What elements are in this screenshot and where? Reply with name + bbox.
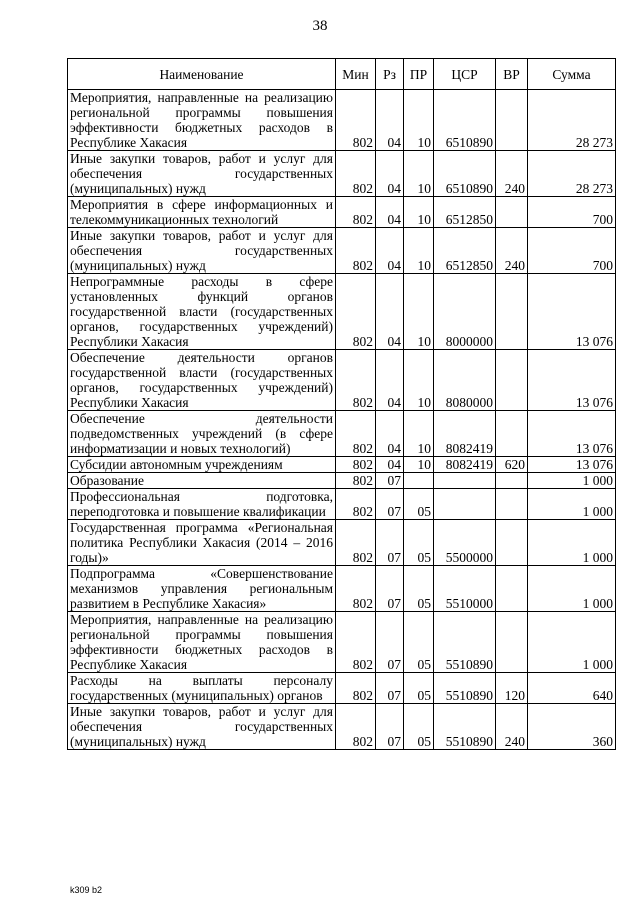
cell-vr bbox=[496, 489, 528, 520]
cell-vr bbox=[496, 520, 528, 566]
cell-pr: 05 bbox=[404, 612, 434, 673]
cell-pr: 10 bbox=[404, 151, 434, 197]
cell-vr: 240 bbox=[496, 704, 528, 750]
page-number: 38 bbox=[312, 18, 328, 34]
cell-pr: 10 bbox=[404, 197, 434, 228]
cell-sum: 13 076 bbox=[528, 411, 616, 457]
cell-vr bbox=[496, 197, 528, 228]
cell-sum: 1 000 bbox=[528, 489, 616, 520]
cell-sum: 1 000 bbox=[528, 612, 616, 673]
cell-min: 802 bbox=[336, 411, 376, 457]
cell-name: Профессиональная подготовка, переподготовка и повышение квалификации bbox=[68, 489, 336, 520]
cell-pr: 10 bbox=[404, 411, 434, 457]
cell-min: 802 bbox=[336, 704, 376, 750]
cell-sum: 1 000 bbox=[528, 520, 616, 566]
cell-min: 802 bbox=[336, 197, 376, 228]
cell-rz: 07 bbox=[376, 489, 404, 520]
cell-rz: 04 bbox=[376, 411, 404, 457]
cell-min: 802 bbox=[336, 673, 376, 704]
cell-rz: 07 bbox=[376, 473, 404, 489]
cell-sum: 1 000 bbox=[528, 566, 616, 612]
cell-min: 802 bbox=[336, 228, 376, 274]
cell-name: Расходы на выплаты персоналу государственных (муниципальных) органов bbox=[68, 673, 336, 704]
cell-vr bbox=[496, 90, 528, 151]
table-row bbox=[68, 90, 616, 151]
table-row bbox=[68, 151, 616, 197]
cell-name: Мероприятия, направленные на реализацию региональной программы повышения эффективности бюджетных расходов в Республике Хакасия bbox=[68, 612, 336, 673]
header-name: Наименование bbox=[68, 59, 336, 90]
cell-vr bbox=[496, 566, 528, 612]
cell-pr: 10 bbox=[404, 350, 434, 411]
cell-min: 802 bbox=[336, 350, 376, 411]
cell-rz: 07 bbox=[376, 520, 404, 566]
cell-csr: 8000000 bbox=[434, 274, 496, 350]
cell-min: 802 bbox=[336, 473, 376, 489]
cell-sum: 700 bbox=[528, 228, 616, 274]
table-row bbox=[68, 457, 616, 473]
header-min: Мин bbox=[336, 59, 376, 90]
budget-table bbox=[67, 58, 616, 750]
table-row bbox=[68, 350, 616, 411]
cell-min: 802 bbox=[336, 151, 376, 197]
cell-csr: 5510890 bbox=[434, 612, 496, 673]
header-csr: ЦСР bbox=[434, 59, 496, 90]
cell-name: Обеспечение деятельности подведомственных учреждений (в сфере информатизации и новых технологий) bbox=[68, 411, 336, 457]
cell-vr bbox=[496, 473, 528, 489]
header-pr: ПР bbox=[404, 59, 434, 90]
cell-vr: 240 bbox=[496, 228, 528, 274]
footer-code: k309 b2 bbox=[70, 885, 103, 895]
cell-csr bbox=[434, 473, 496, 489]
table-row bbox=[68, 566, 616, 612]
cell-csr: 5510890 bbox=[434, 673, 496, 704]
cell-pr: 05 bbox=[404, 520, 434, 566]
cell-csr: 6512850 bbox=[434, 228, 496, 274]
table-row bbox=[68, 197, 616, 228]
cell-csr: 6512850 bbox=[434, 197, 496, 228]
cell-name: Государственная программа «Региональная политика Республики Хакасия (2014 – 2016 годы)» bbox=[68, 520, 336, 566]
cell-name: Обеспечение деятельности органов государственной власти (государственных органов, государственных учреждений) Республики Хакасия bbox=[68, 350, 336, 411]
cell-pr: 05 bbox=[404, 673, 434, 704]
cell-name: Мероприятия, направленные на реализацию региональной программы повышения эффективности бюджетных расходов в Республике Хакасия bbox=[68, 90, 336, 151]
cell-sum: 360 bbox=[528, 704, 616, 750]
cell-pr: 05 bbox=[404, 489, 434, 520]
cell-pr: 10 bbox=[404, 274, 434, 350]
cell-rz: 04 bbox=[376, 457, 404, 473]
table-row bbox=[68, 489, 616, 520]
table-row bbox=[68, 274, 616, 350]
cell-rz: 07 bbox=[376, 566, 404, 612]
cell-rz: 04 bbox=[376, 90, 404, 151]
cell-rz: 07 bbox=[376, 612, 404, 673]
table-row bbox=[68, 473, 616, 489]
cell-vr bbox=[496, 612, 528, 673]
cell-vr: 120 bbox=[496, 673, 528, 704]
table-header-row bbox=[68, 59, 616, 90]
cell-pr bbox=[404, 473, 434, 489]
cell-min: 802 bbox=[336, 90, 376, 151]
cell-sum: 640 bbox=[528, 673, 616, 704]
table-row bbox=[68, 704, 616, 750]
cell-min: 802 bbox=[336, 520, 376, 566]
header-sum: Сумма bbox=[528, 59, 616, 90]
cell-sum: 13 076 bbox=[528, 457, 616, 473]
cell-sum: 700 bbox=[528, 197, 616, 228]
cell-rz: 04 bbox=[376, 228, 404, 274]
table-row bbox=[68, 673, 616, 704]
cell-csr: 8082419 bbox=[434, 411, 496, 457]
table-row bbox=[68, 228, 616, 274]
cell-min: 802 bbox=[336, 566, 376, 612]
cell-vr: 240 bbox=[496, 151, 528, 197]
cell-rz: 07 bbox=[376, 673, 404, 704]
header-vr: ВР bbox=[496, 59, 528, 90]
cell-name: Образование bbox=[68, 473, 336, 489]
cell-rz: 07 bbox=[376, 704, 404, 750]
cell-rz: 04 bbox=[376, 350, 404, 411]
cell-rz: 04 bbox=[376, 197, 404, 228]
cell-pr: 10 bbox=[404, 457, 434, 473]
cell-csr bbox=[434, 489, 496, 520]
cell-csr: 8082419 bbox=[434, 457, 496, 473]
table-row bbox=[68, 612, 616, 673]
cell-min: 802 bbox=[336, 489, 376, 520]
table-body bbox=[68, 90, 616, 750]
cell-min: 802 bbox=[336, 457, 376, 473]
cell-name: Субсидии автономным учреждениям bbox=[68, 457, 336, 473]
cell-csr: 5500000 bbox=[434, 520, 496, 566]
cell-pr: 10 bbox=[404, 228, 434, 274]
cell-csr: 8080000 bbox=[434, 350, 496, 411]
cell-name: Непрограммные расходы в сфере установленных функций органов государственной власти (государственных органов, государственных учреждений) Республики Хакасия bbox=[68, 274, 336, 350]
cell-pr: 05 bbox=[404, 704, 434, 750]
cell-name: Иные закупки товаров, работ и услуг для обеспечения государственных (муниципальных) нужд bbox=[68, 228, 336, 274]
table-row bbox=[68, 520, 616, 566]
cell-vr bbox=[496, 350, 528, 411]
cell-name: Мероприятия в сфере информационных и телекоммуникационных технологий bbox=[68, 197, 336, 228]
cell-sum: 13 076 bbox=[528, 350, 616, 411]
cell-pr: 05 bbox=[404, 566, 434, 612]
cell-sum: 1 000 bbox=[528, 473, 616, 489]
header-rz: Рз bbox=[376, 59, 404, 90]
table-row bbox=[68, 411, 616, 457]
cell-name: Подпрограмма «Совершенствование механизмов управления региональным развитием в Республике Хакасия» bbox=[68, 566, 336, 612]
cell-sum: 28 273 bbox=[528, 90, 616, 151]
cell-vr bbox=[496, 411, 528, 457]
cell-csr: 6510890 bbox=[434, 151, 496, 197]
cell-csr: 6510890 bbox=[434, 90, 496, 151]
cell-vr: 620 bbox=[496, 457, 528, 473]
cell-vr bbox=[496, 274, 528, 350]
cell-min: 802 bbox=[336, 612, 376, 673]
cell-csr: 5510890 bbox=[434, 704, 496, 750]
cell-name: Иные закупки товаров, работ и услуг для обеспечения государственных (муниципальных) нужд bbox=[68, 151, 336, 197]
cell-csr: 5510000 bbox=[434, 566, 496, 612]
cell-pr: 10 bbox=[404, 90, 434, 151]
cell-rz: 04 bbox=[376, 274, 404, 350]
cell-sum: 13 076 bbox=[528, 274, 616, 350]
cell-sum: 28 273 bbox=[528, 151, 616, 197]
cell-min: 802 bbox=[336, 274, 376, 350]
cell-rz: 04 bbox=[376, 151, 404, 197]
cell-name: Иные закупки товаров, работ и услуг для обеспечения государственных (муниципальных) нужд bbox=[68, 704, 336, 750]
